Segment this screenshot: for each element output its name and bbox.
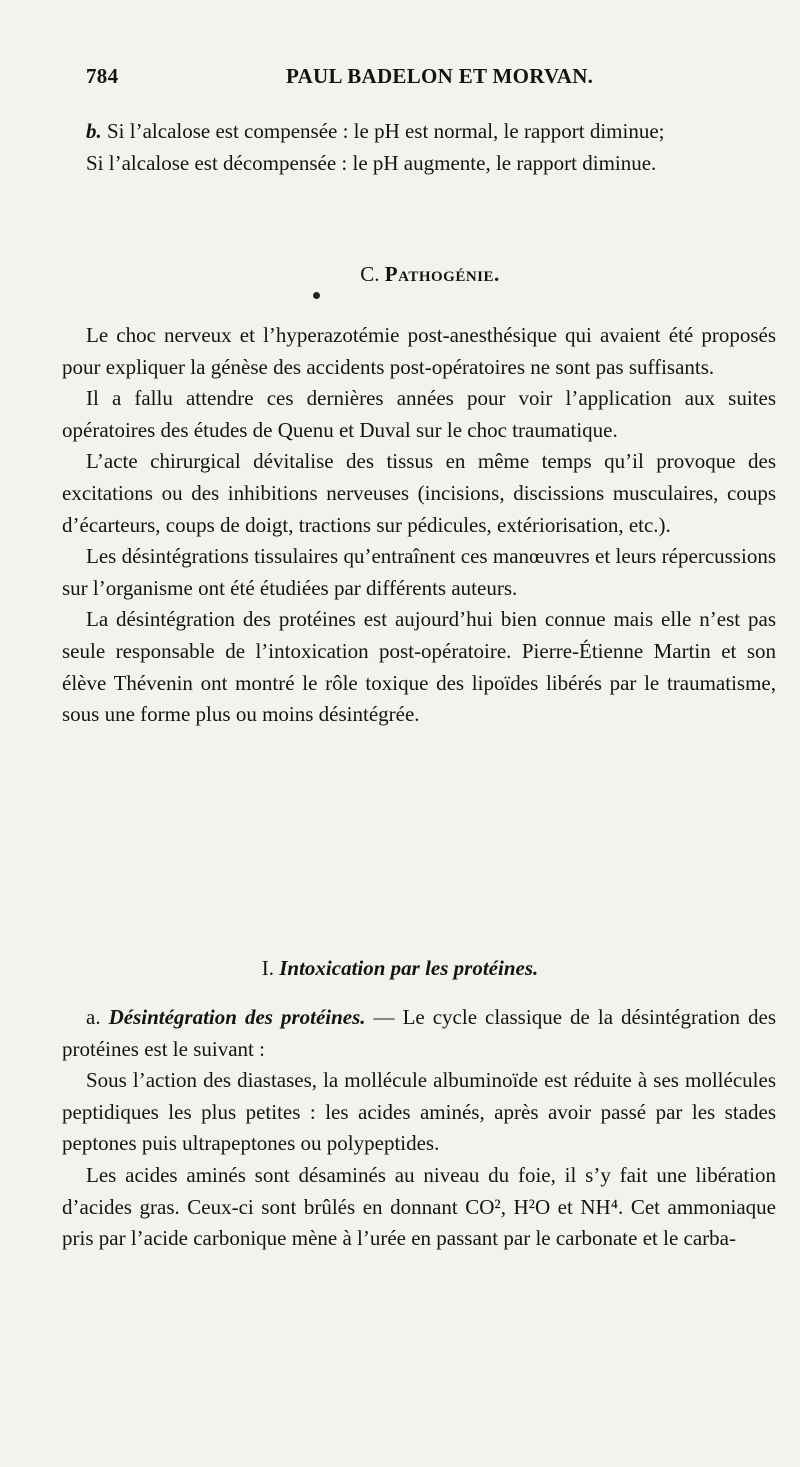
section-title: Pathogénie.: [384, 262, 500, 286]
paragraph: La désintégration des protéines est aujourd’hui bien connue mais elle n’est pas seule responsable de l’intoxication post-opératoire. Pierre-Étienne Martin et son élève Thévenin ont montré le rôle toxique des lipoïdes libérés par le traumatisme, sous une forme plus ou moins désintégrée.: [62, 607, 776, 727]
page-number: 784: [86, 64, 119, 88]
item-label: a.: [86, 1005, 101, 1029]
paragraph: [62, 1002, 776, 1065]
proteins-block: [62, 1002, 776, 1255]
ink-speck: [313, 292, 320, 299]
paragraph-text: — Le cycle classique de la désintégration des protéines est le suivant :: [62, 1005, 776, 1061]
item-label: b.: [86, 119, 102, 143]
paragraph: Si l’alcalose est décompensée : le pH augmente, le rapport diminue.: [86, 150, 657, 175]
subsection-number: I.: [261, 956, 274, 980]
paragraph-title: Désintégration des protéines.: [108, 1005, 366, 1029]
paragraph: Les désintégrations tissulaires qu’entraînent ces manœuvres et leurs répercussions sur l’organisme ont été étudiées par différents auteurs.: [62, 544, 776, 600]
paragraph-text: Si l’alcalose est compensée : le pH est normal, le rapport diminue;: [101, 119, 665, 143]
section-heading: [30, 262, 800, 287]
paragraph: Sous l’action des diastases, la mollécule albuminoïde est réduite à ses mollécules peptidiques les plus petites : les acides aminés, après avoir passé par les stades peptones puis ultrapeptones ou polypeptides.: [62, 1068, 776, 1156]
paragraph: Les acides aminés sont désaminés au niveau du foie, il s’y fait une libération d’acides gras. Ceux-ci sont brûlés en donnant CO², H²O et NH⁴. Cet ammoniaque pris par l’acide carbonique mène à l’urée en passant par le carbonate et le carba-: [62, 1162, 776, 1251]
paragraph: Le choc nerveux et l’hyperazotémie post-anesthésique qui avaient été proposés pour expliquer la génèse des accidents post-opératoires ne sont pas suffisants.: [62, 323, 776, 379]
section-letter: C.: [360, 262, 380, 286]
running-head: PAUL BADELON ET MORVAN.: [286, 64, 594, 88]
intro-block: [62, 116, 776, 179]
subsection-heading: [0, 956, 800, 981]
paragraph: [62, 116, 776, 148]
paragraph: Il a fallu attendre ces dernières années pour voir l’application aux suites opératoires des études de Quenu et Duval sur le choc traumatique.: [62, 386, 776, 442]
body-block: [62, 320, 776, 731]
paragraph: L’acte chirurgical dévitalise des tissus en même temps qu’il provoque des excitations ou des inhibitions nerveuses (incisions, discissions musculaires, coups d’écarteurs, coups de doigt, tractions sur pédicules, extériorisation, etc.).: [62, 449, 776, 537]
subsection-title: Intoxication par les protéines.: [279, 956, 539, 980]
